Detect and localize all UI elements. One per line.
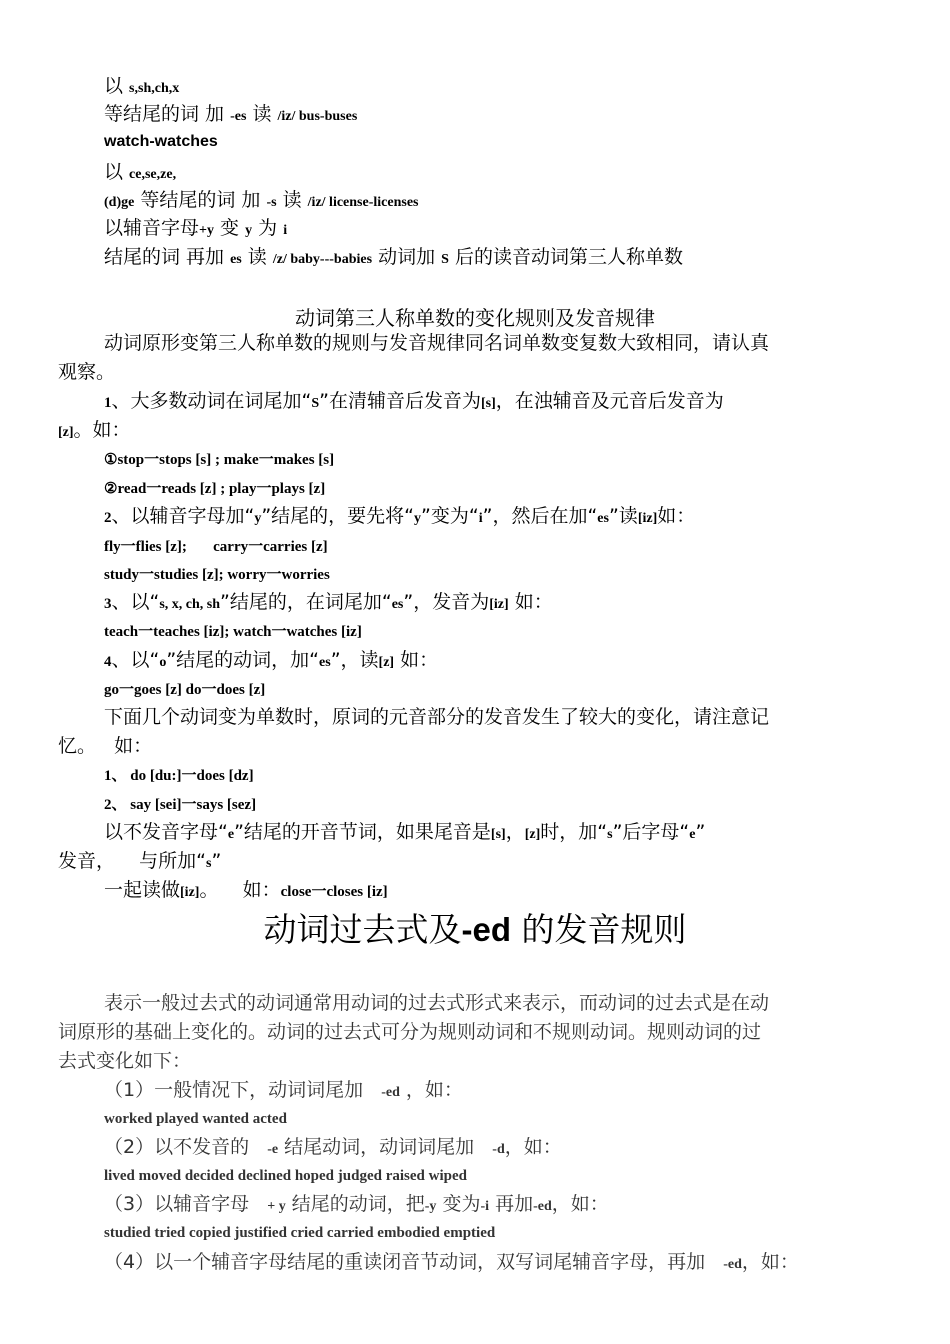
text: （4）以一个辅音字母结尾的重读闭音节动词，双写词尾辅音字母，再加: [104, 1251, 724, 1273]
text: y: [245, 223, 253, 238]
rule-line: [58, 418, 131, 445]
chapter-title: [0, 910, 950, 950]
text: 如：: [394, 649, 439, 671]
rule-line: [104, 74, 179, 101]
rule-line: [104, 216, 287, 243]
text: 、以“: [111, 591, 160, 613]
example-line: 2、 say [sei]一says [sez]: [104, 797, 257, 813]
paragraph-line: 动词原形变第三人称单数的规则与发音规律同名词单数变复数大致相同，请认真: [104, 332, 770, 354]
example-line: studied tried copied justified cried carried embodied emptied: [104, 1225, 496, 1241]
text: S: [311, 396, 320, 411]
text: ，如：: [504, 1136, 562, 1158]
text: -ed: [381, 1085, 400, 1100]
text: y: [414, 511, 422, 526]
text: [z]: [524, 827, 541, 842]
example-line: ①stop一stops [s] ; make一makes [s]: [104, 452, 335, 468]
paragraph-line: 表示一般过去式的动词通常用动词的过去式形式来表示，而动词的过去式是在动: [104, 992, 770, 1014]
text: 1: [104, 395, 112, 411]
text: es: [597, 511, 609, 526]
text: [s]: [481, 396, 496, 411]
text: o: [159, 655, 167, 670]
text: 时，加“: [540, 821, 608, 843]
example-line: lived moved decided declined hoped judged raised wiped: [104, 1168, 467, 1184]
text: 后的读音动词第三人称单数: [448, 246, 683, 268]
example-line: worked played wanted acted: [104, 1111, 287, 1127]
text: s, x, ch, sh: [159, 597, 221, 612]
text: 、以“: [111, 649, 160, 671]
section-title: 动词第三人称单数的变化规则及发音规律: [295, 306, 655, 330]
rule-line: [104, 1135, 562, 1162]
text: 变: [214, 217, 246, 239]
text: -e: [267, 1142, 279, 1157]
text: 等结尾的词 加: [134, 189, 267, 211]
text: [z]: [378, 655, 395, 670]
text: 2: [104, 510, 112, 526]
paragraph-line: [104, 878, 388, 905]
text: /iz/ license-licenses: [307, 195, 419, 210]
text: 读: [241, 246, 273, 268]
text: 一起读做: [104, 879, 181, 901]
text: [s]: [490, 827, 506, 842]
text: 为: [252, 217, 284, 239]
text: ”: [695, 821, 706, 843]
text: ，如：: [399, 1079, 463, 1101]
text: y: [254, 511, 262, 526]
rule-line: [104, 102, 357, 129]
text: ，: [505, 821, 525, 843]
text: [iz]: [489, 597, 509, 612]
text: s: [206, 856, 212, 871]
text: 动词过去式及: [263, 910, 462, 949]
text: 3: [104, 596, 112, 612]
text: ”，发音为: [403, 591, 490, 613]
text: -s: [266, 195, 277, 210]
text: -ed: [533, 1199, 552, 1214]
text: -d: [492, 1142, 505, 1157]
example-line: study一studies [z]; worry一worries: [104, 567, 330, 583]
text: 。如：: [73, 419, 131, 441]
text: /iz/ bus-buses: [277, 109, 358, 124]
text: 、大多数动词在词尾加“: [111, 390, 312, 412]
text: s,sh,ch,x: [129, 81, 180, 96]
text: ，如：: [551, 1193, 609, 1215]
text: 、以辅音字母加“: [111, 505, 255, 527]
text: -ed: [461, 911, 511, 948]
paragraph-line: 去式变化如下：: [58, 1050, 192, 1072]
text: es: [319, 655, 331, 670]
rule-line: [104, 1192, 609, 1219]
text: s: [607, 827, 613, 842]
text: ”结尾的，要先将“: [261, 505, 415, 527]
text: （3）以辅音字母: [104, 1193, 268, 1215]
rule-line: [104, 648, 438, 675]
text: 变为: [436, 1193, 481, 1215]
text: ”变为“: [421, 505, 479, 527]
text: 的发音规则: [511, 910, 687, 949]
text: 。 如：: [199, 879, 281, 901]
example-line: fly一flies [z]; carry一carries [z]: [104, 539, 328, 555]
rule-line: [104, 160, 176, 187]
paragraph-line: 观察。: [58, 361, 116, 383]
text: 动词加: [372, 246, 442, 268]
text: -i: [480, 1199, 490, 1214]
paragraph-line: [104, 820, 705, 847]
example-line: teach一teaches [iz]; watch一watches [iz]: [104, 624, 362, 640]
text: ”后字母“: [612, 821, 690, 843]
rule-line: [104, 245, 683, 272]
text: ”结尾的，在词尾加“: [220, 591, 392, 613]
text: 再加: [489, 1193, 534, 1215]
text: i: [283, 223, 288, 238]
text: S: [441, 252, 449, 267]
paragraph-line: 忆。 如：: [58, 735, 153, 757]
text: + y: [267, 1199, 286, 1214]
text: e: [227, 827, 235, 842]
text: （1）一般情况下，动词词尾加: [104, 1079, 382, 1101]
text: 读: [276, 189, 308, 211]
text: 以: [104, 161, 130, 183]
text: 结尾的动词，把: [285, 1193, 425, 1215]
text: ”结尾的开音节词，如果尾音是: [234, 821, 491, 843]
rule-line: [104, 504, 695, 531]
rule-line: [104, 590, 553, 617]
text: ”: [211, 850, 222, 872]
text: /z/ baby---babies: [272, 252, 373, 267]
text: close一closes [iz]: [280, 884, 388, 900]
text: 结尾的词 再加: [104, 246, 231, 268]
text: ，如：: [741, 1251, 799, 1273]
rule-line: [104, 188, 418, 215]
text: -y: [424, 1199, 437, 1214]
rule-line: [104, 1078, 463, 1105]
text: 以不发音字母“: [104, 821, 228, 843]
text: i: [478, 511, 483, 526]
paragraph-line: 词原形的基础上变化的。动词的过去式可分为规则动词和不规则动词。规则动词的过: [58, 1021, 762, 1043]
text: ”在清辅音后发音为: [319, 390, 481, 412]
text: （2）以不发音的: [104, 1136, 268, 1158]
rule-line: [104, 389, 724, 416]
text: -es: [230, 109, 247, 124]
text: 以辅音字母: [104, 217, 200, 239]
text: 等结尾的词 加: [104, 103, 231, 125]
paragraph-line: 下面几个动词变为单数时，原词的元音部分的发音发生了较大的变化，请注意记: [104, 706, 770, 728]
example-line: 1、 do [du:]一does [dz]: [104, 768, 254, 784]
text: 4: [104, 654, 112, 670]
text: [iz]: [180, 885, 200, 900]
text: e: [689, 827, 696, 842]
rule-line: [104, 1250, 799, 1277]
text: [z]: [58, 425, 74, 440]
text: +y: [199, 223, 214, 238]
text: 如：: [508, 591, 553, 613]
text: 以: [104, 75, 130, 97]
text: 发音， 与所加“: [58, 850, 207, 872]
text: es: [391, 597, 404, 612]
text: ”，然后在加“: [482, 505, 598, 527]
text: ”结尾的动词，加“: [166, 649, 320, 671]
text: -ed: [723, 1257, 742, 1272]
text: ”读: [608, 505, 638, 527]
text: 读: [246, 103, 278, 125]
text: [iz]: [637, 511, 658, 526]
paragraph-line: [58, 849, 221, 876]
text: es: [230, 252, 242, 267]
example-line: ②read一reads [z] ; play一plays [z]: [104, 481, 326, 497]
text: ce,se,ze,: [129, 167, 177, 182]
text: ，在浊辅音及元音后发音为: [495, 390, 724, 412]
example-line: watch-watches: [104, 133, 218, 150]
text: 如：: [657, 505, 696, 527]
example-line: go一goes [z] do一does [z]: [104, 682, 266, 698]
text: (d)ge: [104, 195, 135, 210]
text: ”，读: [330, 649, 379, 671]
text: 结尾动词，动词词尾加: [278, 1136, 493, 1158]
